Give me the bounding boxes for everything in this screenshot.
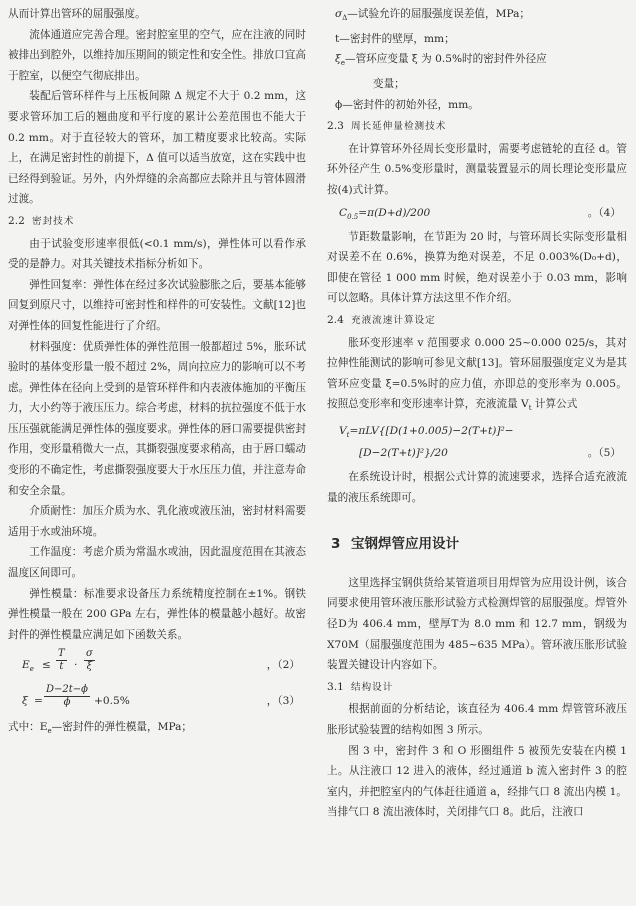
eq-lhs: $E_e$ bbox=[22, 659, 34, 674]
definition: 式中：$E_e—$密封件的弹性模量，MPa； bbox=[8, 721, 193, 736]
paragraph: 材料强度：优质弹性体的弹性范围一般都超过 5%，胀环试验时的基体变形量一般不超过 2%，周向拉应力的影响可以不考虑。弹性体在径向上受到的是管环样件和内表液体施加的平衡压力，大小约等于液压压力。综合考虑，材料的抗拉强度不低于水压压强就能满足弹性体的强度要求。弹性体的唇口需要提供密封作用，变形量稍微大一点，其撕裂强度要求稍高，由于唇口蠕动变形的不确定性，考虑撕裂强度要大于水压压力值，并注意寿命和安全余量。 bbox=[8, 340, 306, 497]
section-title: 密封技术 bbox=[32, 215, 75, 227]
eq-relation: = bbox=[34, 695, 43, 708]
paragraph: 根据前面的分析结论，该直径为 406.4 mm 焊管管环液压胀形试验装置的结构如图 3 所示。 bbox=[327, 703, 627, 736]
paragraph: 在系统设计时，根据公式计算的流速要求，选择合适充液流量的液压系统即可。 bbox=[327, 471, 627, 504]
definition: $\xi_e—$管环应变量 ξ 为 0.5%时的密封件外径应 bbox=[335, 53, 547, 68]
equation-4 bbox=[327, 201, 627, 227]
section-heading-2-3 bbox=[327, 116, 627, 138]
definition: t—密封件的壁厚，mm； bbox=[335, 32, 455, 45]
paragraph: 图 3 中，密封件 3 和 O 形圈组件 5 被预先安装在内模 1 上。从注液口 12 进入的液体，经过通道 b 流入密封件 3 的腔室内，并把腔室内的气体赶往通道 a，经排气口 8 流出内模 1。当排气口 8 流出液体时，关闭排气口 8。此后，注液口 bbox=[327, 744, 627, 819]
definition-continued: 变量； bbox=[373, 78, 405, 90]
section-heading-3-1 bbox=[327, 677, 627, 699]
eq-dot: · bbox=[74, 659, 78, 672]
eq-body: [D−2(T+t)]²}/20 bbox=[359, 447, 448, 460]
section-heading-2-2 bbox=[8, 211, 306, 233]
paragraph: 从而计算出管环的屈服强度。 bbox=[8, 8, 146, 20]
definition: ϕ—密封件的初始外径，mm。 bbox=[335, 98, 479, 111]
section-title: 周长延伸量检测技术 bbox=[351, 121, 447, 133]
section-title: 结构设计 bbox=[351, 681, 394, 693]
paragraph: 装配后管环样件与上压板间隙 Δ 规定不大于 0.2 mm，这要求管环加工后的翘曲度和平行度的累计公差范围也不能大于 0.2 mm。对于直径较大的管环，加工精度要求比较高。实际上，在满足密封性的前提下，Δ 值可以适当放宽，这在实践中也已经得到验证。另外，内外焊缝的余高都应去除并且与管体圆滑过渡。 bbox=[8, 90, 306, 206]
eq-body: $C_{0.5}=\pi(D+d)/200$ bbox=[339, 206, 431, 221]
section-heading-3 bbox=[331, 534, 627, 555]
paragraph: 弹性模量：标准要求设备压力系统精度控制在±1%。钢铁弹性模量一般在 200 GPa 左右，弹性体的模量越小越好。故密封件的弹性模量应满足如下函数关系。 bbox=[8, 587, 306, 641]
eq-fraction: $\frac{\sigma}{\xi}$ bbox=[86, 648, 93, 673]
section-title: 宝钢焊管应用设计 bbox=[351, 536, 459, 553]
left-column bbox=[8, 4, 306, 742]
section-heading-2-4 bbox=[327, 310, 627, 332]
paragraph: 介质耐性：加压介质为水、乳化液或液压油，密封材料需要适用于水或油环境。 bbox=[8, 505, 306, 538]
paragraph: 流体通道应完善合理。密封腔室里的空气，应在注液的同时被排出到腔外，以维持加压期间的锁定性和安全性。排放口宜高于腔室，以便空气彻底排出。 bbox=[8, 28, 306, 82]
paragraph: 弹性回复率：弹性体在经过多次试验膨胀之后，要基本能够回复到原尺寸，以维持可密封性和样件的可安装性。文献[12]也对弹性体的回复性能进行了介绍。 bbox=[8, 278, 306, 332]
section-number: 2.4 bbox=[327, 313, 344, 326]
equation-number: 。（4） bbox=[587, 206, 621, 219]
equation-number: ，（2） bbox=[266, 659, 300, 672]
paragraph: 胀环变形速率 v 范围要求 0.000 25~0.000 025/s，其对拉伸性能测试的影响可参见文献[13]。管环屈服强度定义为是其管环应变量 ξ=0.5%时的应力值，亦即总的变形率为 0.005。按照总变形率和变形速率计算，充液流量 $V_t$ 计算公式 bbox=[327, 336, 627, 413]
definition: $\sigma_\Delta—$试验允许的屈服强度误差值，MPa； bbox=[335, 8, 531, 23]
paragraph: 工作温度：考虑介质为常温水或油，因此温度范围在其液态温度区间即可。 bbox=[8, 546, 306, 580]
equation-5-line2 bbox=[327, 441, 627, 467]
section-number: 2.2 bbox=[8, 214, 25, 227]
section-number: 3.1 bbox=[327, 680, 344, 693]
paragraph: 由于试验变形速率很低(<0.1 mm/s)，弹性体可以看作承受的是静力。对其关键技术指标分析如下。 bbox=[8, 237, 306, 271]
section-number: 3 bbox=[331, 536, 341, 553]
eq-fraction: $\frac{D-2t-\phi}{\phi}$ bbox=[46, 684, 88, 709]
eq-fraction: $\frac{T}{t}$ bbox=[58, 648, 65, 673]
section-title: 充液流速计算设定 bbox=[351, 314, 436, 326]
paragraph: 节距数量影响，在节距为 20 时，与管环周长实际变形量相对误差不在 0.6%，换算为绝对误差，不足 0.003%(D₀+d)，即使在管径 1 000 mm 时候，绝对误差小于 0.03 mm，影响可以忽略。具体计算方法这里不作介绍。 bbox=[327, 230, 627, 305]
section-number: 2.3 bbox=[327, 120, 344, 133]
paragraph: 在计算管环外径周长变形量时，需要考虑链轮的直径 d。管环外径产生 0.5%变形量时，测量装置显示的周长理论变形量应按(4)式计算。 bbox=[327, 142, 627, 196]
equation-number: 。（5） bbox=[587, 447, 621, 460]
eq-lhs: ξ bbox=[22, 695, 28, 708]
equation-3 bbox=[8, 681, 306, 717]
equation-5-line1 bbox=[327, 419, 627, 441]
equation-2 bbox=[8, 645, 306, 681]
eq-relation: ≤ bbox=[42, 659, 51, 672]
equation-number: ，（3） bbox=[266, 695, 300, 708]
eq-body: $V_t=\pi LV\{[D(1+0.005)-2(T+t)]^2-$ bbox=[339, 425, 514, 440]
right-column bbox=[327, 4, 627, 823]
paragraph: 这里选择宝钢供货给某管道项目用焊管为应用设计例，该合同要求使用管环液压胀形试验方式检测焊管的屈服强度。焊管外径D为 406.4 mm，壁厚T为 8.0 mm 和 12.7 mm，钢级为 X70M（屈服强度范围为 485~635 MPa）。管环液压胀形试验装置关键设计内容如下。 bbox=[327, 576, 627, 672]
eq-tail: +0.5% bbox=[94, 695, 130, 708]
